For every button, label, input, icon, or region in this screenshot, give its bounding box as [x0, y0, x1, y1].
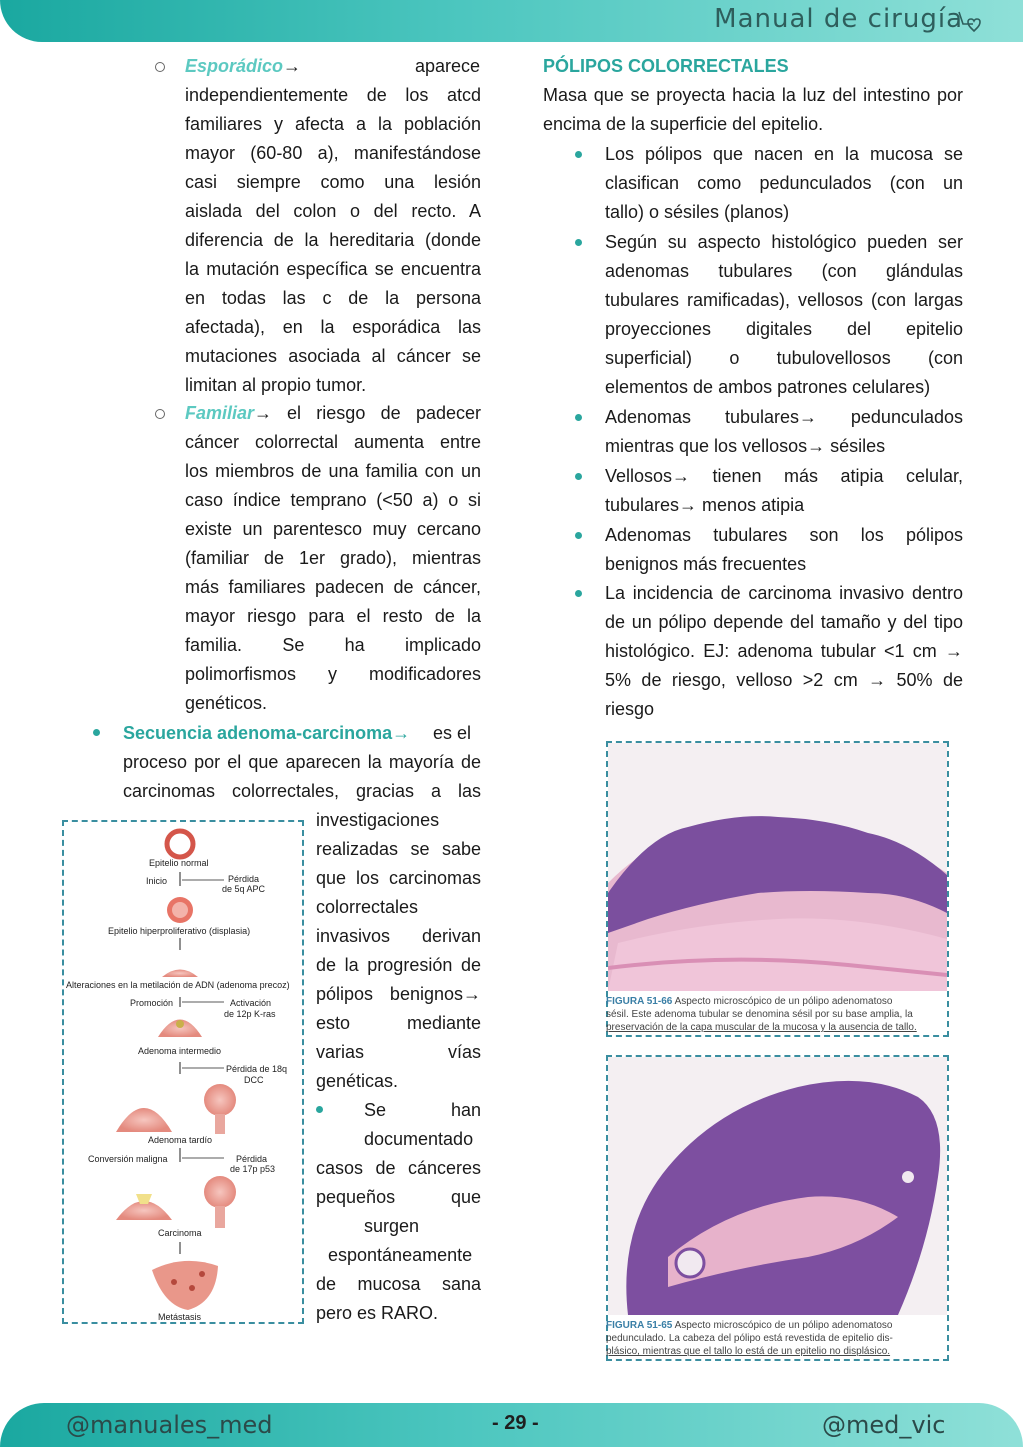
text-line: proceso por el que aparecen la mayoría de	[123, 752, 481, 772]
text-line: mayor riesgo para el resto de la	[185, 606, 481, 626]
bullet-text-line: mientras que los vellosos→ sésiles	[605, 436, 886, 456]
diagram-label: de 5q APC	[222, 884, 266, 894]
text-line: diferencia de la hereditaria (donde	[185, 230, 481, 250]
sessile-polyp-histology-image	[608, 743, 947, 991]
text-line: genéticas.	[316, 1071, 399, 1091]
text-line: aislada del colon o del recto. A	[185, 201, 481, 221]
text-line: que los carcinomas	[316, 868, 481, 888]
bullet-text-line: La incidencia de carcinoma invasivo dentro	[605, 583, 963, 603]
figure-66-caption-line: preservación de la capa muscular de la mucosa y la ausencia de tallo.	[606, 1022, 917, 1033]
text-line: afectada), en la esporádica las	[185, 317, 481, 337]
text-line: los miembros de una familia con un	[185, 461, 481, 481]
figure-66-caption: FIGURA 51-66 Aspecto microscópico de un pólipo adenomatoso	[606, 996, 893, 1007]
text-line: existe un parentesco muy cercano	[185, 519, 481, 539]
text-line: varias vías	[316, 1042, 481, 1062]
diagram-label: Pérdida	[236, 1154, 268, 1164]
diagram-label: Promoción	[130, 998, 174, 1008]
bullet-text-line: riesgo	[605, 699, 655, 719]
figure-65-caption: FIGURA 51-65 Aspecto microscópico de un pólipo adenomatoso	[606, 1320, 893, 1331]
text-line: genéticos.	[185, 693, 268, 713]
bullet-text-line: superficial) o tubulovellosos (con	[605, 348, 963, 368]
familiar-term: Familiar→	[185, 403, 273, 423]
bullet-text-line: clasifican como pedunculados (con un	[605, 173, 963, 193]
text-line: pólipos benignos→	[316, 984, 481, 1004]
secuencia-term: Secuencia adenoma-carcinoma→	[123, 723, 411, 743]
text-line: familia. Se ha implicado	[185, 635, 481, 655]
bullet-text-line: adenomas tubulares (con glándulas	[605, 261, 963, 281]
dot-bullet	[316, 1106, 323, 1113]
dot-bullet	[575, 239, 582, 246]
bullet-text-line: benignos más frecuentes	[605, 554, 807, 574]
diagram-label: Adenoma intermedio	[138, 1046, 222, 1056]
text-line: de mucosa sana	[316, 1274, 481, 1294]
heart-stethoscope-icon	[953, 8, 983, 36]
text-line: independientemente de los atcd	[185, 85, 481, 105]
diagram-label: Epitelio hiperproliferativo (displasia)	[108, 926, 251, 936]
text-line: la mutación específica se encuentra	[185, 259, 481, 279]
circle-bullet	[155, 409, 165, 419]
dot-bullet	[575, 473, 582, 480]
text-line: el riesgo de padecer	[287, 403, 481, 423]
bullet-text-line: Vellosos→ tienen más atipia celular,	[605, 466, 963, 486]
diagram-label: de 12p K-ras	[224, 1009, 276, 1019]
text-line: espontáneamente	[328, 1245, 473, 1265]
text-line: colorrectales	[316, 897, 419, 917]
text-line: mutaciones asociada al cáncer se	[185, 346, 481, 366]
text-line: limitan al propio tumor.	[185, 375, 367, 395]
text-line: documentado	[364, 1129, 474, 1149]
bullet-text-line: 5% de riesgo, velloso >2 cm → 50% de	[605, 670, 963, 690]
bullet-text-line: elementos de ambos patrones celulares)	[605, 377, 931, 397]
text-line: en todas las c de la persona	[185, 288, 481, 308]
diagram-label: Epitelio normal	[149, 858, 209, 868]
diagram-label: Metástasis	[158, 1312, 202, 1322]
dot-bullet	[575, 151, 582, 158]
text-line: surgen	[364, 1216, 420, 1236]
bullet-text-line: proyecciones digitales del epitelio	[605, 319, 963, 339]
text-line: pero es RARO.	[316, 1303, 439, 1323]
diagram-label: Inicio	[146, 876, 168, 886]
text-line: casi siempre como una lesión	[185, 172, 481, 192]
esporadico-term: Esporádico→	[185, 56, 302, 76]
bullet-text-line: histológico. EJ: adenoma tubular <1 cm →	[605, 641, 963, 661]
bullet-text-line: tallo) o sésiles (planos)	[605, 202, 790, 222]
bullet-text-line: Según su aspecto histológico pueden ser	[605, 232, 963, 252]
text-line: casos de cánceres	[316, 1158, 481, 1178]
text-line: invasivos derivan	[316, 926, 481, 946]
text-line: esto mediante	[316, 1013, 481, 1033]
figure-66-frame	[606, 741, 949, 1037]
diagram-label: de 17p p53	[230, 1164, 276, 1174]
header-title: Manual de cirugía	[714, 4, 963, 34]
text-line: Se han	[364, 1100, 481, 1120]
text-line: pequeños que	[316, 1187, 481, 1207]
figure-66-caption-line: sésil. Este adenoma tubular se denomina sésil por su base amplia, la	[606, 1009, 913, 1020]
text-line: más familiares padecen de cáncer,	[185, 577, 481, 597]
diagram-label: Pérdida	[228, 874, 260, 884]
text-line: encima de la superficie del epitelio.	[543, 114, 824, 134]
section-heading: PÓLIPOS COLORRECTALES	[543, 56, 789, 76]
bullet-text-line: tubulares ramificadas), vellosos (con largas	[605, 290, 963, 310]
text-line: Masa que se proyecta hacia la luz del intestino por	[543, 85, 963, 105]
text-line: polimorfismos y modificadores	[185, 664, 481, 684]
text-line: realizadas se sabe	[316, 839, 481, 859]
circle-bullet	[155, 62, 165, 72]
text-line: de la progresión de	[316, 955, 481, 975]
adenoma-carcinoma-diagram	[62, 820, 304, 1324]
text-line: es el	[433, 723, 472, 743]
diagram-label: Conversión maligna	[88, 1154, 168, 1164]
diagram-label: Adenoma tardío	[148, 1135, 213, 1145]
diagram-label: DCC	[244, 1075, 264, 1085]
figure-65-frame	[606, 1055, 949, 1361]
text-line: (familiar de 1er grado), mientras	[185, 548, 481, 568]
text-line: aparece	[415, 56, 481, 76]
figure-65-caption-line: plásico, mientras que el tallo lo está de un epitelio no displásico.	[606, 1346, 891, 1357]
figure-65-caption-line: pedunculado. La cabeza del pólipo está revestida de epitelio dis-	[606, 1333, 893, 1344]
dot-bullet	[93, 729, 100, 736]
pedunculated-polyp-histology-image	[608, 1057, 947, 1315]
diagram-label: Carcinoma	[158, 1228, 202, 1238]
dot-bullet	[575, 414, 582, 421]
diagram-label: Pérdida de 18q	[226, 1064, 288, 1074]
bullet-text-line: Adenomas tubulares son los pólipos	[605, 525, 963, 545]
text-line: familiares y afecta a la población	[185, 114, 481, 134]
text-line: caso índice temprano (<50 a) o si	[185, 490, 481, 510]
diagram-label: Activación	[230, 998, 272, 1008]
dot-bullet	[575, 590, 582, 597]
text-line: cáncer colorrectal aumenta entre	[185, 432, 481, 452]
text-line: mayor (60-80 a), manifestándose	[185, 143, 481, 163]
bullet-text-line: Los pólipos que nacen en la mucosa se	[605, 144, 963, 164]
diagram-label: Alteraciones en la metilación de ADN (adenoma precoz)	[66, 980, 290, 990]
bullet-text-line: tubulares→ menos atipia	[605, 495, 805, 515]
text-line: carcinomas colorrectales, gracias a las	[123, 781, 481, 801]
bullet-text-line: de un pólipo depende del tamaño y del tipo	[605, 612, 963, 632]
footer-left-handle: @manuales_med	[66, 1411, 273, 1439]
dot-bullet	[575, 532, 582, 539]
text-line: investigaciones	[316, 810, 440, 830]
bullet-text-line: Adenomas tubulares→ pedunculados	[605, 407, 963, 427]
page-number: - 29 -	[492, 1412, 539, 1434]
footer-right-handle: @med_vic	[822, 1411, 946, 1439]
